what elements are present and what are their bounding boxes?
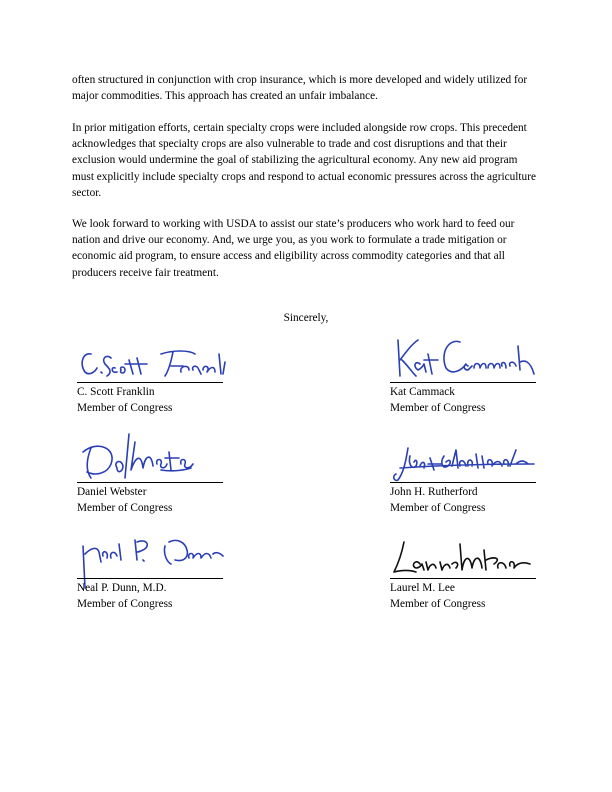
signature-block-dunn <box>77 532 227 616</box>
signature-block-lee <box>390 534 540 616</box>
signature-block-rutherford <box>390 440 540 520</box>
signatory-name: Daniel Webster <box>77 486 147 498</box>
signatory-name: Laurel M. Lee <box>390 582 455 594</box>
signature-franklin <box>77 336 227 381</box>
signature-block-cammack <box>390 330 540 420</box>
signatory-name: John H. Rutherford <box>390 486 478 498</box>
letter-paragraph-2: In prior mitigation efforts, certain specialty crops were included alongside row crops. This precedent acknowledges that specialty crops are also vulnerable to trade and cost disruptions and that their exclusion would undermine the goal of stabilizing the agricultural economy. Any new aid program must explicitly include specialty crops and respond to actual economic pressures across the agriculture sector. <box>72 122 536 199</box>
signatory-title: Member of Congress <box>77 402 173 414</box>
signature-line <box>390 382 536 383</box>
signature-lee <box>390 534 540 578</box>
signature-rutherford <box>390 440 540 482</box>
signature-block-webster <box>77 428 227 518</box>
signature-line <box>77 382 223 383</box>
signature-cammack <box>390 330 540 382</box>
signatory-title: Member of Congress <box>390 598 486 610</box>
letter-paragraph-1: often structured in conjunction with crop insurance, which is more developed and widely utilized for major commodities. This approach has created an unfair imbalance. <box>72 74 528 103</box>
signatory-title: Member of Congress <box>77 598 173 610</box>
closing-salutation: Sincerely, <box>283 312 329 324</box>
signature-line <box>77 482 223 483</box>
letter-paragraph-3: We look forward to working with USDA to assist our state’s producers who work hard to feed our nation and drive our economy. And, we urge you, as you work to formulate a trade mitigation or economic aid program, to ensure access and eligibility across commodity categories and that all producers receive fair treatment. <box>72 218 515 279</box>
signatory-name: Neal P. Dunn, M.D. <box>77 582 167 594</box>
signature-line <box>390 578 536 579</box>
signature-line <box>77 578 223 579</box>
signature-block-franklin <box>77 336 227 420</box>
signature-line <box>390 482 536 483</box>
signatory-name: C. Scott Franklin <box>77 386 155 398</box>
signatory-name: Kat Cammack <box>390 386 455 398</box>
signature-webster <box>77 428 227 482</box>
signatory-title: Member of Congress <box>390 402 486 414</box>
signatory-title: Member of Congress <box>390 502 486 514</box>
signatory-title: Member of Congress <box>77 502 173 514</box>
